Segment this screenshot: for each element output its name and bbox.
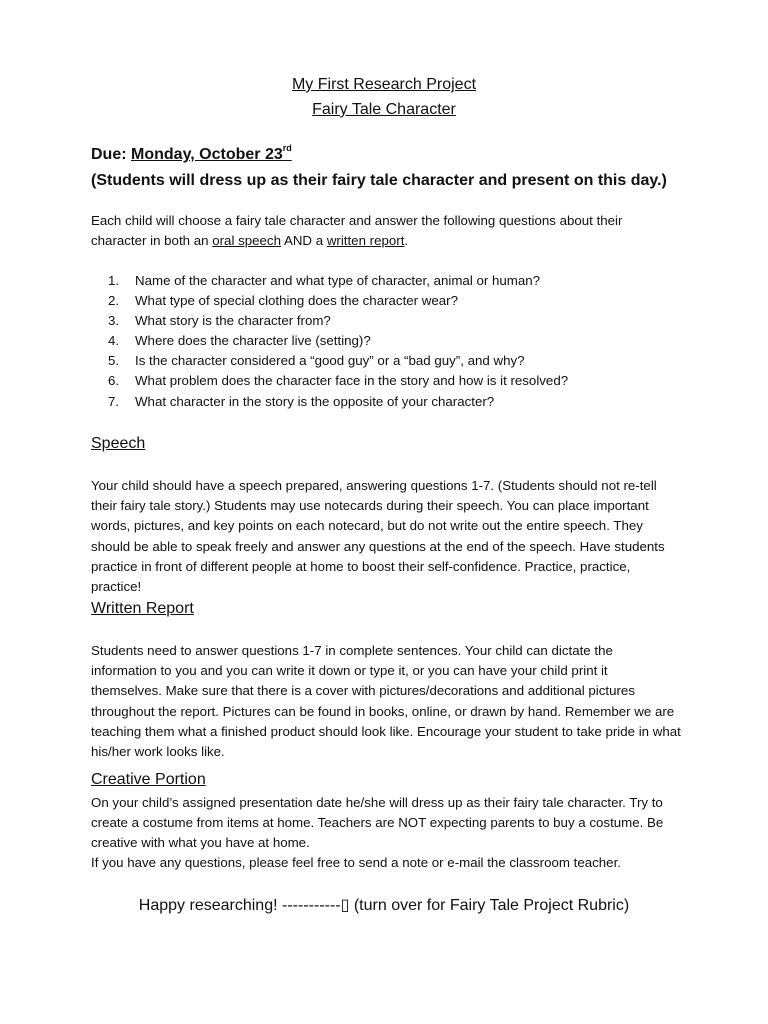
speech-heading: Speech [91,435,146,452]
list-item [108,351,568,371]
speech-paragraph: Your child should have a speech prepared, answering questions 1-7. (Students should not re-tell their fairy tale story.) Students may use notecards during their speech. You can place important words, pictures, and key points on each notecard, but do not write out the entire speech. They should be able to speak freely and answer any questions at the end of the speech. Have students practice in front of different people at home to boost their self-confidence. Practice, practice, practice! [91,478,665,595]
creative-portion-heading: Creative Portion [91,771,206,788]
question-text: Where does the character live (setting)? [135,333,371,349]
question-text: Is the character considered a “good guy” or a “bad guy”, and why? [135,353,525,369]
intro-paragraph: Each child will choose a fairy tale character and answer the following questions about their character in both an oral speech AND a written report. [91,213,623,249]
list-item [108,271,568,291]
dress-up-note: (Students will dress up as their fairy tale character and present on this day.) [91,172,667,189]
due-date-line [91,143,292,167]
question-number: 1. [108,273,120,288]
list-item [108,371,568,391]
closing-line: Happy researching! -----------▯ (turn over for Fairy Tale Project Rubric) [138,897,630,914]
question-text: What type of special clothing does the character wear? [135,293,458,309]
question-text: What problem does the character face in the story and how is it resolved? [135,373,569,389]
written-report-text: written report [326,233,405,249]
title-block [0,72,768,122]
question-number: 3. [108,313,120,329]
due-date-suffix: rd [282,143,292,153]
question-number: 4. [108,333,120,349]
list-item [108,331,568,351]
list-item [108,291,568,311]
due-date: Monday, October 23rd [131,143,292,163]
creative-portion-paragraph: On your child’s assigned presentation date he/she will dress up as their fairy tale character. Try to create a costume from items at home. Teachers are NOT expecting parents to buy a costume. Be creative with what you have at home. [91,795,664,851]
project-title: My First Research Project [291,76,477,93]
question-number: 6. [108,373,120,389]
question-text: What character in the story is the opposite of your character? [135,393,495,409]
question-list [108,271,568,412]
question-text: What story is the character from? [135,313,331,329]
question-number: 2. [108,293,120,309]
project-subtitle: Fairy Tale Character [312,101,456,118]
question-number: 7. [108,393,120,409]
list-item [108,392,568,412]
due-label: Due: [91,146,127,163]
question-text: Name of the character and what type of character, animal or human? [135,273,541,288]
list-item [108,311,568,331]
written-report-paragraph: Students need to answer questions 1-7 in complete sentences. Your child can dictate the information to you and you can write it down or type it, or you can have your child print it themselves. Make sure that there is a cover with pictures/decorations and additional pictures throughout the report. Pictures can be found in books, online, or drawn by hand. Remember we are teaching them what a finished product should look like. Encourage your student to take pride in what his/her work looks like. [91,643,681,760]
question-number: 5. [108,353,120,369]
oral-speech-text: oral speech [212,233,281,249]
written-report-heading: Written Report [91,600,194,617]
questions-note: If you have any questions, please feel free to send a note or e-mail the classroom teacher. [91,855,621,870]
